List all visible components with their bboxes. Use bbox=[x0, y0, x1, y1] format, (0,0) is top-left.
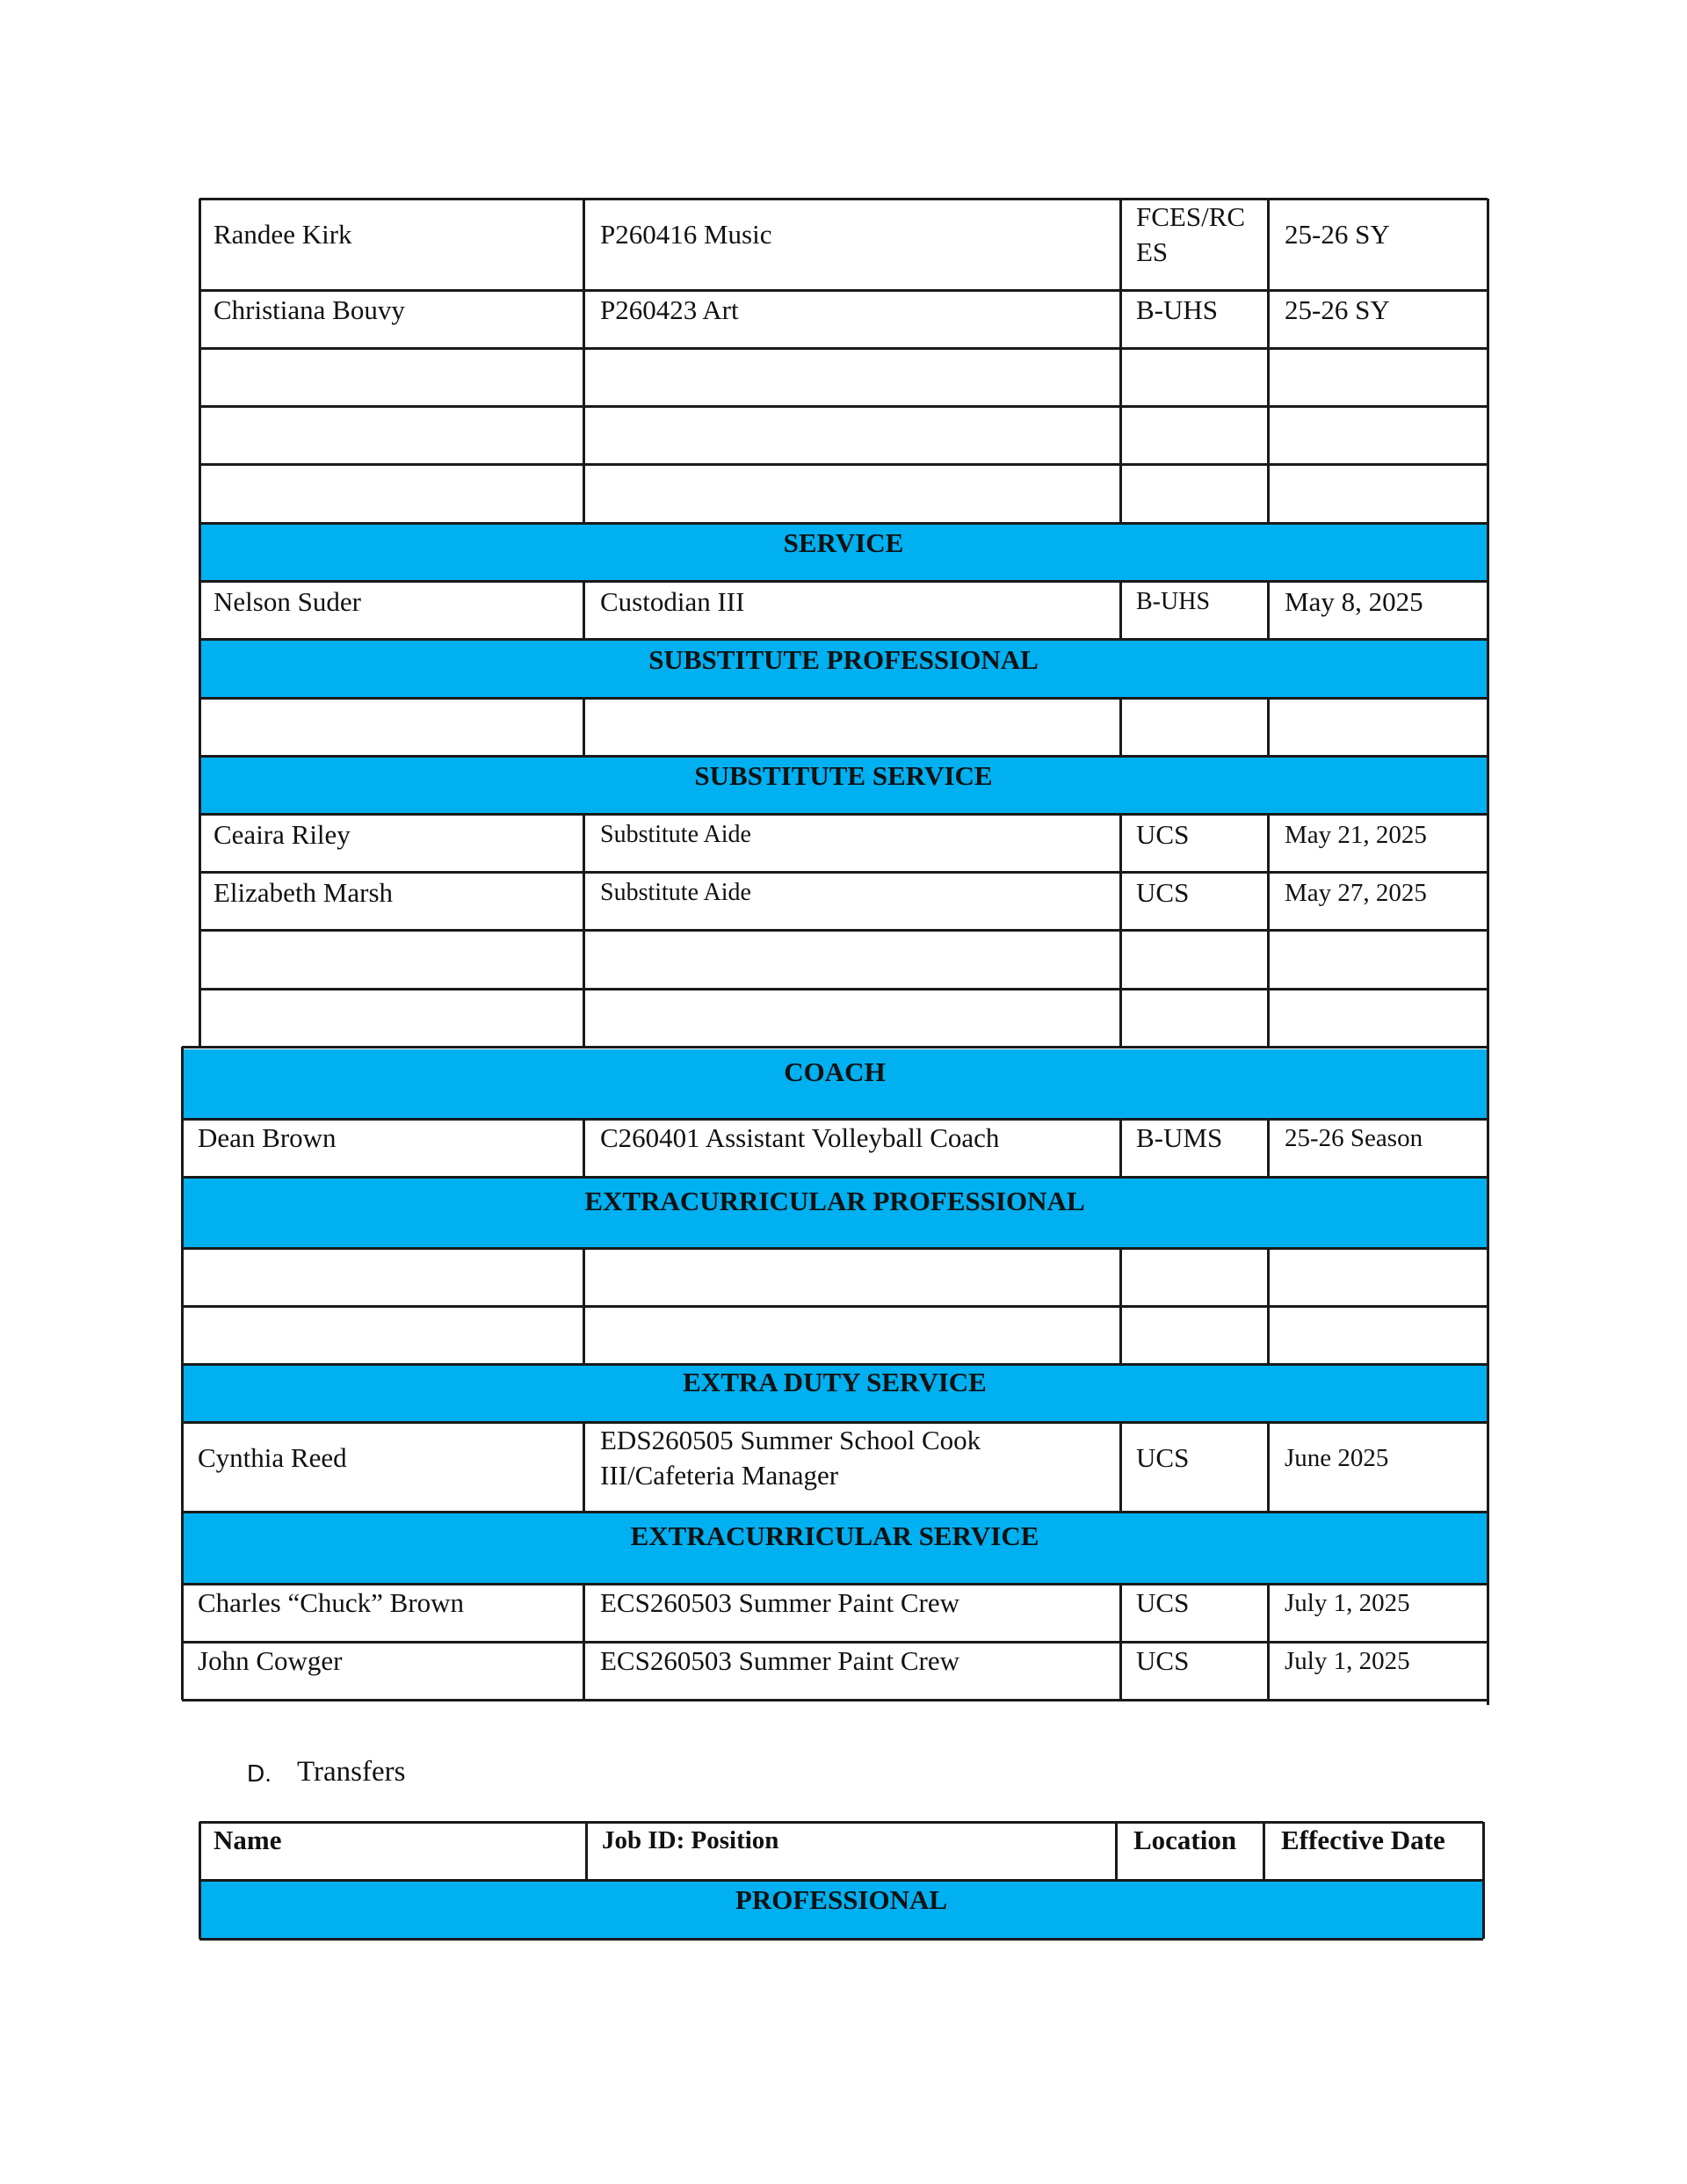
header-effective-date: Effective Date bbox=[1281, 1825, 1445, 1855]
table-rule bbox=[199, 697, 1488, 700]
table-cell-position: C260401 Assistant Volleyball Coach bbox=[600, 1122, 1000, 1153]
section-heading: SUBSTITUTE PROFESSIONAL bbox=[648, 644, 1039, 675]
table-cell-name: Ceaira Riley bbox=[214, 819, 351, 850]
header-position: Job ID: Position bbox=[602, 1826, 779, 1854]
table-rule bbox=[583, 581, 585, 639]
table-cell-position: ECS260503 Summer Paint Crew bbox=[600, 1645, 960, 1676]
table-rule bbox=[182, 1247, 1488, 1250]
table-rule bbox=[199, 198, 1488, 200]
table-cell-date: July 1, 2025 bbox=[1285, 1589, 1410, 1617]
table-rule bbox=[583, 814, 585, 1047]
table-rule bbox=[1267, 1584, 1270, 1700]
header-name: Name bbox=[214, 1825, 282, 1855]
table-rule bbox=[182, 1699, 1488, 1701]
table-cell-position: EDS260505 Summer School Cook III/Cafeteria Manager bbox=[600, 1425, 981, 1491]
table-cell-name: Dean Brown bbox=[198, 1122, 337, 1153]
table-cell-location: UCS bbox=[1136, 1587, 1190, 1618]
table-rule bbox=[1119, 698, 1122, 756]
table-cell-date: June 2025 bbox=[1285, 1444, 1389, 1472]
table-cell-position: Substitute Aide bbox=[600, 879, 751, 906]
table-rule bbox=[1487, 199, 1489, 1705]
table-rule bbox=[1263, 1822, 1265, 1880]
table-cell-name: Elizabeth Marsh bbox=[214, 877, 394, 908]
table-cell-position: P260416 Music bbox=[600, 219, 772, 250]
table-rule bbox=[583, 1119, 585, 1177]
table-cell-location: UCS bbox=[1136, 1442, 1190, 1473]
table-cell-date: May 8, 2025 bbox=[1285, 586, 1423, 617]
table-cell-location: FCES/RC ES bbox=[1136, 201, 1246, 267]
table-cell-position: Substitute Aide bbox=[600, 821, 751, 848]
table-rule bbox=[1267, 698, 1270, 756]
table-cell-name: Cynthia Reed bbox=[198, 1442, 347, 1473]
table-rule bbox=[199, 580, 1488, 583]
table-cell-location: UCS bbox=[1136, 877, 1190, 908]
table-rule bbox=[199, 405, 1488, 408]
table-cell-location: B-UMS bbox=[1136, 1122, 1223, 1153]
section-heading: EXTRACURRICULAR PROFESSIONAL bbox=[584, 1186, 1085, 1216]
table-rule bbox=[199, 929, 1488, 932]
table-cell-date: May 27, 2025 bbox=[1285, 879, 1427, 907]
table-rule bbox=[199, 871, 1488, 874]
section-heading: SERVICE bbox=[783, 527, 904, 558]
section-heading: PROFESSIONAL bbox=[735, 1884, 948, 1915]
table-cell-position: P260423 Art bbox=[600, 294, 739, 325]
table-cell-name: Nelson Suder bbox=[214, 586, 361, 617]
table-rule bbox=[1119, 199, 1122, 523]
table-rule bbox=[583, 1248, 585, 1364]
table-rule bbox=[199, 199, 201, 1047]
table-rule bbox=[1119, 1248, 1122, 1364]
table-rule bbox=[1119, 1119, 1122, 1177]
section-heading: SUBSTITUTE SERVICE bbox=[694, 760, 993, 791]
table-rule bbox=[1119, 814, 1122, 1047]
table-rule bbox=[199, 638, 1488, 641]
header-location: Location bbox=[1133, 1825, 1237, 1855]
table-cell-date: 25-26 SY bbox=[1285, 294, 1390, 325]
table-rule bbox=[182, 1176, 1488, 1179]
table-rule bbox=[1119, 1584, 1122, 1700]
table-rule bbox=[1267, 1119, 1270, 1177]
table-cell-location: B-UHS bbox=[1136, 588, 1211, 615]
table-rule bbox=[1482, 1822, 1485, 1939]
table-rule bbox=[182, 1046, 1488, 1048]
section-title: Transfers bbox=[297, 1756, 406, 1788]
table-rule bbox=[199, 1879, 1483, 1882]
table-rule bbox=[583, 1422, 585, 1512]
table-rule bbox=[585, 1822, 588, 1880]
section-heading: EXTRACURRICULAR SERVICE bbox=[630, 1520, 1039, 1551]
table-rule bbox=[199, 813, 1488, 816]
table-cell-date: July 1, 2025 bbox=[1285, 1647, 1410, 1675]
table-rule bbox=[1267, 1422, 1270, 1512]
table-rule bbox=[583, 698, 585, 756]
table-cell-name: Randee Kirk bbox=[214, 219, 352, 250]
table-cell-date: May 21, 2025 bbox=[1285, 821, 1427, 849]
section-heading: COACH bbox=[784, 1056, 886, 1087]
table-cell-date: 25-26 Season bbox=[1285, 1124, 1423, 1152]
table-rule bbox=[199, 289, 1488, 292]
table-cell-location: UCS bbox=[1136, 1645, 1190, 1676]
table-cell-name: Charles “Chuck” Brown bbox=[198, 1587, 465, 1618]
table-rule bbox=[1115, 1822, 1118, 1880]
table-cell-location: B-UHS bbox=[1136, 294, 1219, 325]
table-cell-position: ECS260503 Summer Paint Crew bbox=[600, 1587, 960, 1618]
table-rule bbox=[199, 1938, 1483, 1941]
table-rule bbox=[199, 522, 1488, 525]
section-letter: D. bbox=[247, 1760, 272, 1787]
table-rule bbox=[583, 199, 585, 523]
table-rule bbox=[1267, 814, 1270, 1047]
table-rule bbox=[1119, 581, 1122, 639]
table-rule bbox=[199, 1822, 201, 1939]
table-rule bbox=[1267, 581, 1270, 639]
table-cell-date: 25-26 SY bbox=[1285, 219, 1390, 250]
table-rule bbox=[199, 463, 1488, 466]
table-rule bbox=[199, 988, 1488, 990]
table-rule bbox=[182, 1305, 1488, 1308]
table-rule bbox=[1267, 1248, 1270, 1364]
table-cell-name: Christiana Bouvy bbox=[214, 294, 405, 325]
table-rule bbox=[199, 755, 1488, 758]
table-rule bbox=[199, 347, 1488, 350]
table-cell-location: UCS bbox=[1136, 819, 1190, 850]
table-rule bbox=[182, 1511, 1488, 1513]
table-cell-name: John Cowger bbox=[198, 1645, 343, 1676]
table-cell-position: Custodian III bbox=[600, 586, 745, 617]
table-rule bbox=[583, 1584, 585, 1700]
table-rule bbox=[1119, 1422, 1122, 1512]
section-heading: EXTRA DUTY SERVICE bbox=[683, 1367, 987, 1397]
